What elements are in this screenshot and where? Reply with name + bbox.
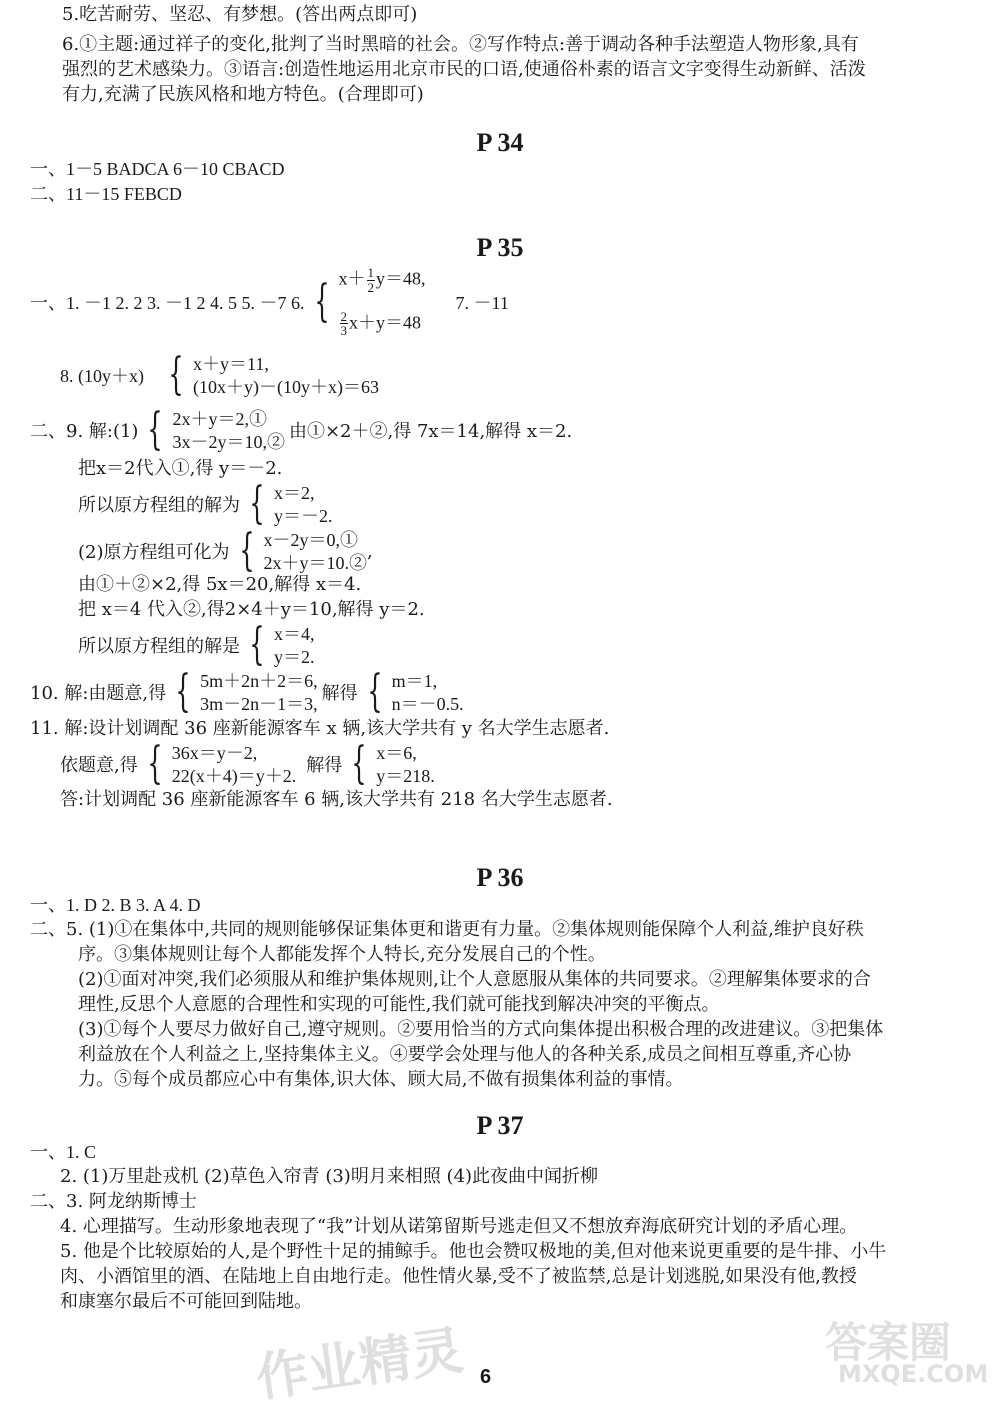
q9-equation-2: 3x－2y＝10,② <box>172 431 285 452</box>
p34-answers-line-1: 一、1－5 BADCA 6－10 CBACD <box>30 159 285 179</box>
q9-part-2-label: (2)原方程组可化为 <box>78 542 230 563</box>
q8-expression: 8. (10y＋x) <box>60 366 144 386</box>
p35-answer-7: 7. －11 <box>455 293 509 313</box>
section-heading-p35: P 35 <box>476 233 524 262</box>
section-heading-p34: P 34 <box>476 128 524 157</box>
q9-part-2-solution <box>78 619 315 670</box>
p35-line-10 <box>30 666 464 717</box>
brace: { <box>351 738 367 789</box>
q9-equation-1: 2x＋y＝2,① <box>172 409 267 429</box>
q10-solve-label: 解得 <box>321 683 358 704</box>
q9-solution-label: 所以原方程组的解为 <box>78 495 240 516</box>
q9-equation-system <box>172 408 285 452</box>
q9-part-2-solution-label: 所以原方程组的解是 <box>78 636 240 657</box>
answer-5: 5.吃苦耐劳、坚忍、有梦想。(答出两点即可) <box>62 4 418 25</box>
p37-line-2: 2. (1)万里赴戎机 (2)草色入帘青 (3)明月来相照 (4)此夜曲中闻折柳 <box>60 1166 599 1187</box>
q10-equation-1: 5m＋2n＋2＝6, <box>200 671 318 691</box>
answer-6-line-2: 强烈的艺术感染力。③语言:创造性地运用北京市民的口语,使通俗朴素的语言文字变得生动新鲜、活泼 <box>62 59 866 80</box>
brace: { <box>249 478 265 529</box>
p36-line-6: (3)①每个人要尽力做好自己,遵守规则。②要用恰当的方式向集体提出积极合理的改进建议。③把集体 <box>78 1019 884 1040</box>
q6-equation-2: $\frac{2}{3}$ x＋y＝48 <box>340 308 421 339</box>
q9-step-2: 把x＝2代入①,得 y＝－2. <box>78 458 283 479</box>
q9-part-2-step-2: 把 x＝4 代入②,得2×4＋y＝10,解得 y＝2. <box>78 599 425 620</box>
p37-line-6: 肉、小酒馆里的酒、在陆地上自由地行走。他性情火暴,受不了被监禁,总是计划逃脱,如果没有他,教授 <box>60 1266 857 1287</box>
p37-line-4: 4. 心理描写。生动形象地表现了“我”计划从诺第留斯号逃走但又不想放弃海底研究计划的矛盾心理。 <box>60 1216 858 1237</box>
brace: { <box>313 276 330 327</box>
q9-part-2-comma: , <box>367 540 373 562</box>
p36-line-2: 二、5. (1)①在集体中,共同的规则能够保证集体更和谐更有力量。②集体规则能保障个人利益,维护良好秩 <box>30 919 864 940</box>
q9-solution <box>78 478 333 529</box>
q11-solution-system <box>376 742 435 786</box>
p35-line-1 <box>30 266 509 338</box>
q8-equation-2: (10x＋y)－(10y＋x)＝63 <box>193 376 379 397</box>
watermark-url: MXQE.COM <box>838 1360 989 1388</box>
p36-line-5: 理性,反思个人意愿的合理性和实现的可能性,我们就可能找到解决冲突的平衡点。 <box>78 994 720 1015</box>
q11-solution-y: y＝218. <box>376 765 435 786</box>
q10-intro: 10. 解:由题意,得 <box>30 683 167 704</box>
q11-system <box>60 738 435 789</box>
brace: { <box>249 619 265 670</box>
q9-part-2 <box>78 525 373 576</box>
p34-answers-line-2: 二、11－15 FEBCD <box>30 184 182 204</box>
p37-line-7: 和康塞尔最后不可能回到陆地。 <box>60 1291 312 1312</box>
brace: { <box>147 738 163 789</box>
q11-solve-label: 解得 <box>306 755 343 776</box>
brace: { <box>175 666 191 717</box>
q11-equation-2: 22(x＋4)＝y＋2. <box>171 765 297 786</box>
q9-solution-y: y＝－2. <box>274 505 333 526</box>
p35-line-9 <box>30 404 573 455</box>
p37-line-1: 一、1. C <box>30 1142 97 1162</box>
q9-part-2-equation-2: 2x＋y＝10.② <box>263 552 367 573</box>
brace: { <box>168 349 184 400</box>
q9-solution-system <box>274 482 333 526</box>
brace: { <box>238 525 255 576</box>
q10-solution-system <box>392 670 464 714</box>
q9-solution-x: x＝2, <box>274 483 315 503</box>
p36-line-1: 一、1. D 2. B 3. A 4. D <box>30 895 201 915</box>
q11-solution-x: x＝6, <box>376 743 417 763</box>
p35-line-8 <box>60 349 379 400</box>
p35-answers-1-6: 一、1. －1 2. 2 3. －1 2 4. 5 5. －7 6. <box>30 293 305 313</box>
p36-line-4: (2)①面对冲突,我们必须服从和维护集体规则,让个人意愿服从集体的共同要求。②理解集体要求的合 <box>78 969 871 990</box>
q11-equation-1: 36x＝y－2, <box>171 743 258 763</box>
q8-equation-1: x＋y＝11, <box>193 354 269 374</box>
q9-step-1: 由①×2＋②,得 7x＝14,解得 x＝2. <box>288 421 573 442</box>
q11-equation-system <box>172 742 297 786</box>
q9-part-2-solution-x: x＝4, <box>274 624 315 644</box>
answer-6-line-1: 6.①主题:通过祥子的变化,批判了当时黑暗的社会。②写作特点:善于调动各种手法塑造人物形象,具有 <box>62 34 859 55</box>
q9-intro: 二、9. 解:(1) <box>30 421 139 442</box>
section-heading-p37: P 37 <box>476 1111 524 1140</box>
q6-equation-1: x＋ $\frac{1}{2}$ y＝48, <box>338 265 426 295</box>
q9-part-2-equation-1: x－2y＝0,① <box>263 530 358 550</box>
q11-intro: 依题意,得 <box>60 755 138 776</box>
p37-line-3: 二、3. 阿龙纳斯博士 <box>30 1191 197 1212</box>
q10-equation-system <box>200 670 318 714</box>
page-number: 6 <box>480 1366 492 1388</box>
brace: { <box>147 404 164 455</box>
watermark-right: 答案圈 <box>825 1318 952 1367</box>
p36-line-7: 利益放在个人利益之上,坚持集体主义。④要学会处理与他人的各种关系,成员之间相互尊重,齐心协 <box>78 1044 852 1065</box>
section-heading-p36: P 36 <box>476 863 524 892</box>
q9-part-2-step-1: 由①＋②×2,得 5x＝20,解得 x＝4. <box>78 574 362 595</box>
q11-setup: 11. 解:设计划调配 36 座新能源客车 x 辆,该大学共有 y 名大学生志愿者. <box>30 718 610 739</box>
q9-part-2-system <box>264 529 368 573</box>
q6-equation-system <box>339 266 426 338</box>
q10-solution-m: m＝1, <box>391 671 438 691</box>
q10-equation-2: 3m－2n－1＝3, <box>200 693 318 714</box>
answer-6-line-3: 有力,充满了民族风格和地方特色。(合理即可) <box>62 84 424 105</box>
watermark-left: 作业精灵 <box>252 1320 467 1410</box>
q11-answer: 答:计划调配 36 座新能源客车 6 辆,该大学共有 218 名大学生志愿者. <box>60 789 613 810</box>
q8-equation-system <box>193 353 379 397</box>
q10-solution-n: n＝－0.5. <box>391 693 464 714</box>
p37-line-5: 5. 他是个比较原始的人,是个野性十足的捕鲸手。他也会赞叹极地的美,但对他来说更重要的是牛排、小牛 <box>60 1241 887 1262</box>
brace: { <box>366 666 383 717</box>
p36-line-8: 力。⑤每个成员都应心中有集体,识大体、顾大局,不做有损集体利益的事情。 <box>78 1069 684 1090</box>
q9-part-2-solution-y: y＝2. <box>274 646 315 667</box>
q9-part-2-solution-system <box>274 623 315 667</box>
p36-line-3: 序。③集体规则让每个人都能发挥个人特长,充分发展自己的个性。 <box>78 944 606 965</box>
